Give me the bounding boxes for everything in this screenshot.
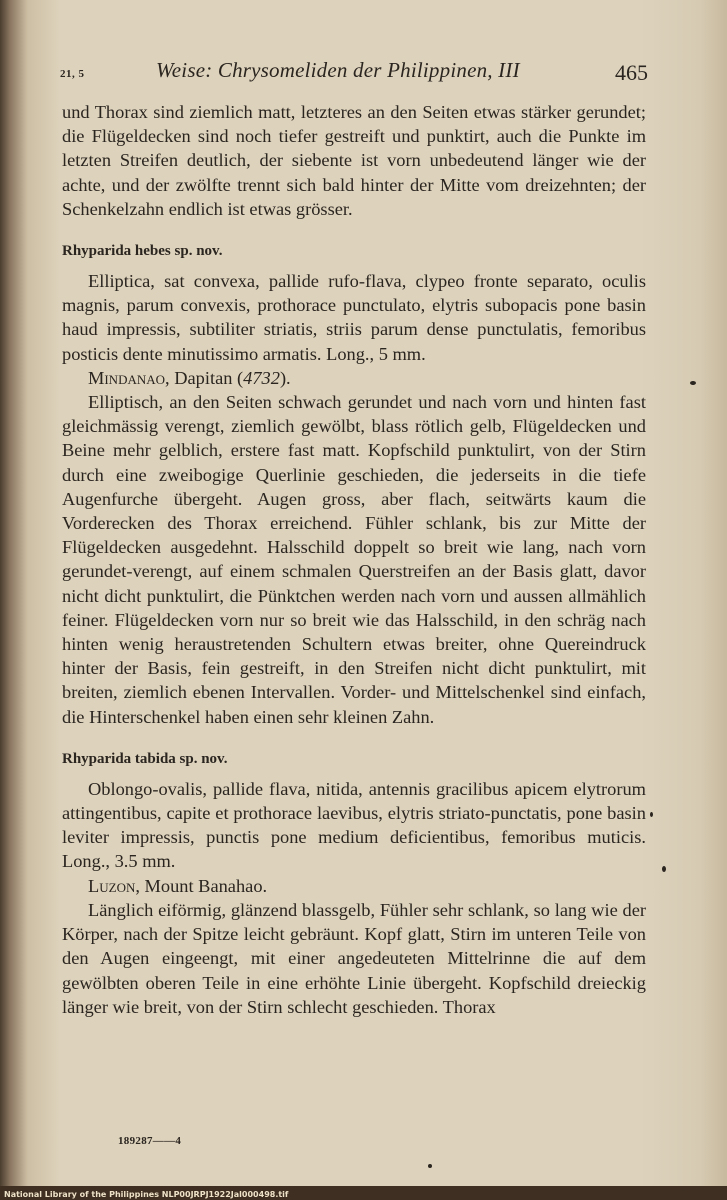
species-heading-hebes: Rhyparida hebes sp. nov. bbox=[62, 243, 223, 260]
species-heading-tabida: Rhyparida tabida sp. nov. bbox=[62, 750, 228, 767]
ink-speck bbox=[662, 866, 666, 872]
german-description-tabida: Länglich eiförmig, glänzend blassgelb, Fühler sehr schlank, so lang wie der Körper, nach der Spitze leicht gebräunt. Kopf glatt, Stirn im unteren Teile von den Augen eingeengt, mit einer angedeuteten Mittelrinne die auf dem gewölbten oberen Teile in eine erhöhte Linie übergeht. Kopfschild dreieckig länger wie breit, von der Stirn schlecht geschieden. Thorax bbox=[62, 899, 646, 1017]
section-number: 21, 5 bbox=[60, 68, 85, 80]
locality-hebes: Mindanao, Dapitan (4732). bbox=[88, 367, 291, 388]
specimen-number: 4732 bbox=[243, 367, 280, 388]
running-title: Weise: Chrysomeliden der Philippinen, III bbox=[156, 58, 520, 82]
intro-paragraph: und Thorax sind ziemlich matt, letzteres an den Seiten etwas stärker gerundet; die Flügeldecken sind noch tiefer gestreift und punktirt, auch die Punkte im letzten Streifen deutlich, der siebente ist vorn unbedeutend länger wie der achte, und der zwölfte trennt sich bald hinter der Mitte vom dreizehnten; der Schenkelzahn endlich ist etwas grösser. bbox=[62, 102, 646, 219]
page-number: 465 bbox=[615, 60, 648, 85]
locality-tabida: Luzon, Mount Banahao. bbox=[88, 875, 268, 896]
printer-signature: 189287——4 bbox=[118, 1135, 182, 1147]
ink-speck bbox=[650, 812, 653, 817]
running-header bbox=[60, 58, 648, 90]
ink-speck bbox=[428, 1164, 432, 1168]
german-description-hebes: Elliptisch, an den Seiten schwach gerundet und nach vorn und hinten fast gleichmässig verengt, ziemlich gewölbt, blass rötlich gelb, Flügeldecken und Beine mehr gelblich, erstere fast matt. Kopfschild punktulirt, von der Stirn durch eine zweibogige Querlinie geschieden, die jederseits in die tiefe Augenfurche übergeht. Augen gross, aber flach, seitwärts kaum die Vorderecken des Thorax erreichend. Fühler schlank, bis zur Mitte der Flügeldecken ausgedehnt. Halsschild doppelt so breit wie lang, nach vorn gerundet-verengt, auf einem schmalen Querstreifen an der Basis glatt, davor nicht dicht punktulirt, die Pünktchen werden nach vorn und aussen allmählich feiner. Flügeldecken vorn nur so breit wie das Halsschild, in den schräg nach hinten wenig heraustretenden Schultern etwas breiter, ohne Quereindruck hinter der Basis, fein gestreift, in den Streifen nicht dicht punktulirt, mit breiten, ziemlich ebenen Intervallen. Vorder- und Mittelschenkel sind einfach, die Hinterschenkel haben einen sehr kleinen Zahn. bbox=[62, 392, 646, 727]
ink-speck bbox=[690, 381, 696, 385]
page-body bbox=[62, 100, 646, 1019]
latin-diagnosis-hebes: Elliptica, sat convexa, pallide rufo-flava, clypeo fronte separato, oculis magnis, parum convexis, prothorace punctulato, elytris subopacis pone basin haud impressis, subtiliter striatis, striis parum dense punctulatis, femoribus posticis dente minutissimo armatis. Long., 5 mm. bbox=[62, 271, 646, 364]
latin-diagnosis-tabida: Oblongo-ovalis, pallide flava, nitida, antennis gracilibus apicem elytrorum attingentibus, capite et prothorace laevibus, elytris striato-punctatis, pone basin leviter impressis, punctis pone medium deficientibus, femoribus muticis. Long., 3.5 mm. bbox=[62, 778, 646, 872]
scan-caption: National Library of the Philippines NLP00JRPJ1922Jal000498.tif bbox=[4, 1190, 289, 1199]
locality-place: Luzon bbox=[88, 875, 136, 896]
scan-footer-strip bbox=[0, 1186, 727, 1200]
locality-place: Mindanao bbox=[88, 367, 166, 388]
